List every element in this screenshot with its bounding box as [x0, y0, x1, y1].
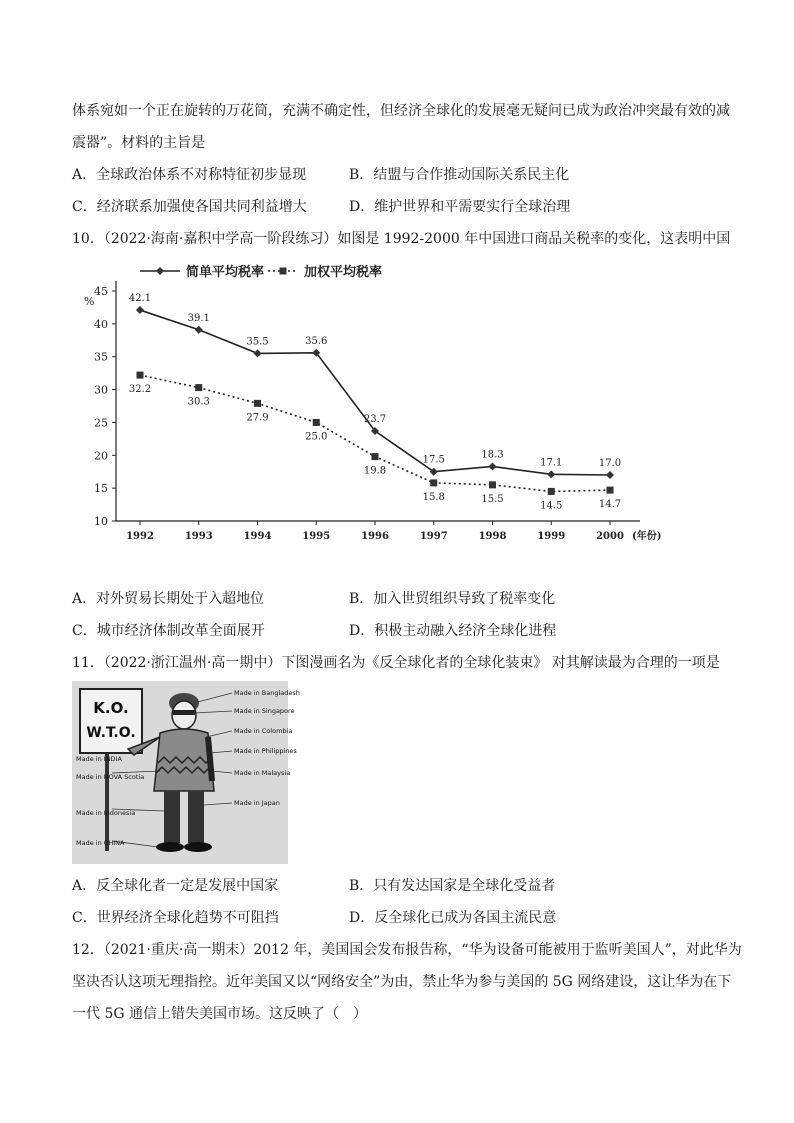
- point-weighted-average: [137, 372, 144, 379]
- point-simple-average: [136, 306, 144, 314]
- q10-stem: 10．（2022·海南·嘉积中学高一阶段练习）如图是 1992-2000 年中国进口商品关税率的变化，这表明中国: [72, 231, 731, 247]
- q11-option-c: C．世界经济全球化趋势不可阻挡: [72, 910, 279, 926]
- label-colombia: Made in Colombia: [234, 727, 293, 735]
- point-weighted-average: [254, 400, 261, 407]
- q9-line-1: 体系宛如一个正在旋转的万花筒，充满不确定性，但经济全球化的发展毫无疑问已成为政治冲突最有效的减: [72, 103, 730, 119]
- y-tick-label: 45: [94, 285, 108, 298]
- data-label-simple-average: 17.5: [422, 454, 445, 466]
- point-simple-average: [547, 470, 555, 478]
- q11-option-b: B．只有发达国家是全球化受益者: [349, 878, 556, 894]
- q9-option-d: D．维护世界和平需要实行全球治理: [349, 199, 571, 215]
- x-tick-label: 1998: [478, 531, 507, 542]
- q10-option-a: A．对外贸易长期处于入超地位: [72, 591, 265, 607]
- q10-option-d: D．积极主动融入经济全球化进程: [349, 623, 557, 639]
- label-philippines: Made in Philippines: [234, 747, 297, 755]
- tariff-line-chart: [72, 253, 672, 553]
- label-nova-scotia: Made in NOVA Scotia: [76, 773, 145, 781]
- point-simple-average: [254, 349, 262, 357]
- x-tick-label: 1995: [302, 531, 331, 542]
- label-china: Made in CHINA: [76, 839, 125, 847]
- y-tick-label: 10: [94, 515, 108, 528]
- data-label-simple-average: 23.7: [363, 413, 387, 425]
- data-label-weighted-average: 30.3: [187, 396, 210, 408]
- series-simple-average-line: [140, 310, 610, 475]
- data-label-simple-average: 17.1: [540, 457, 563, 469]
- data-label-simple-average: 17.0: [598, 458, 622, 469]
- x-axis-unit: (年份): [632, 531, 662, 542]
- point-simple-average: [606, 471, 614, 479]
- data-label-weighted-average: 14.7: [598, 499, 622, 511]
- q11-option-d: D．反全球化已成为各国主流民意: [349, 910, 557, 926]
- y-tick-label: 35: [94, 350, 108, 364]
- legend-weighted-marker: [280, 268, 287, 275]
- anti-globalization-cartoon: [72, 681, 300, 864]
- q11-option-a: A．反全球化者一定是发展中国家: [72, 878, 279, 894]
- q12-line-1: 12．（2021·重庆·高一期末）2012 年，美国国会发布报告称，“华为设备可能被用于监听美国人”，对此华为: [72, 942, 742, 958]
- legend-weighted-label: 加权平均税率: [304, 265, 383, 280]
- q9-option-b: B．结盟与合作推动国际关系民主化: [349, 167, 570, 183]
- y-tick-label: 25: [94, 416, 108, 430]
- x-tick-label: 1999: [537, 531, 566, 542]
- data-label-weighted-average: 14.5: [540, 500, 563, 512]
- point-weighted-average: [548, 488, 555, 495]
- x-tick-label: 1992: [126, 531, 154, 542]
- q10-option-c: C．城市经济体制改革全面展开: [72, 623, 265, 639]
- point-weighted-average: [489, 481, 496, 488]
- x-tick-label: 2000: [596, 531, 624, 542]
- y-axis-unit: %: [84, 295, 95, 308]
- chart-series: [129, 293, 621, 511]
- q12-line-3: 一代 5G 通信上错失美国市场。这反映了（ ）: [72, 1006, 367, 1022]
- point-weighted-average: [430, 479, 437, 486]
- chart-legend: [140, 264, 382, 280]
- x-tick-label: 1997: [419, 531, 448, 542]
- data-label-simple-average: 39.1: [187, 312, 210, 324]
- point-weighted-average: [607, 487, 614, 494]
- data-label-weighted-average: 15.8: [422, 491, 445, 503]
- y-tick-label: 20: [94, 449, 108, 463]
- q11-stem: 11．（2022·浙江温州·高一期中）下图漫画名为《反全球化者的全球化装束》 对其解读最为合理的一项是: [72, 655, 720, 671]
- q9-option-a: A．全球政治体系不对称特征初步显现: [72, 167, 307, 183]
- data-label-weighted-average: 19.8: [363, 465, 387, 477]
- legend-simple-marker: [156, 267, 164, 275]
- sign-text-1: K.O.: [93, 699, 129, 717]
- y-tick-label: 40: [94, 317, 108, 331]
- q9-line-2: 震器”。材料的主旨是: [72, 135, 206, 151]
- point-weighted-average: [372, 453, 379, 460]
- data-label-weighted-average: 15.5: [481, 493, 504, 505]
- data-label-simple-average: 18.3: [481, 449, 504, 461]
- data-label-weighted-average: 27.9: [246, 412, 269, 424]
- data-label-simple-average: 35.5: [246, 336, 269, 348]
- point-simple-average: [489, 462, 497, 470]
- data-label-simple-average: 35.6: [305, 335, 328, 347]
- label-malaysia: Made in Malaysia: [234, 769, 291, 777]
- legend-simple-label: 简单平均税率: [186, 265, 265, 280]
- label-japan: Made in Japan: [234, 799, 280, 807]
- x-tick-label: 1993: [184, 531, 213, 542]
- point-weighted-average: [313, 419, 320, 426]
- data-label-weighted-average: 32.2: [128, 384, 152, 396]
- x-tick-label: 1994: [243, 531, 272, 542]
- q10-option-b: B．加入世贸组织导致了税率变化: [349, 591, 556, 607]
- y-tick-label: 30: [94, 383, 108, 397]
- data-label-simple-average: 42.1: [128, 293, 152, 305]
- q12-line-2: 坚决否认这项无理指控。近年美国又以“网络安全”为由，禁止华为参与美国的 5G 网络建设，这让华为在下: [72, 974, 732, 990]
- x-tick-label: 1996: [361, 531, 389, 542]
- label-singapore: Made in Singapore: [234, 707, 295, 715]
- point-simple-average: [195, 326, 203, 334]
- sign-text-2: W.T.O.: [86, 725, 136, 741]
- point-weighted-average: [195, 384, 202, 391]
- data-label-weighted-average: 25.0: [305, 431, 328, 443]
- q9-option-c: C．经济联系加强使各国共同利益增大: [72, 199, 307, 215]
- label-indonesia: Made in Indonesia: [76, 809, 136, 817]
- label-india: Made in INDIA: [76, 755, 122, 763]
- label-bangladesh: Made in Bangladesh: [234, 689, 300, 697]
- y-tick-label: 15: [94, 482, 108, 496]
